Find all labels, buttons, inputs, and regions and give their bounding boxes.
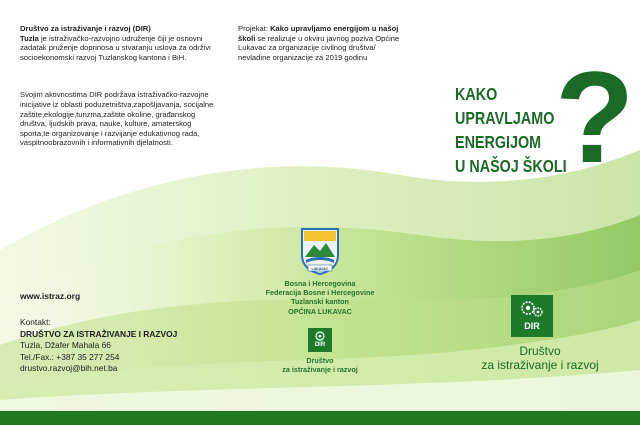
- dir-logo-small: [308, 328, 332, 352]
- contact-phone: Tel./Fax.: +387 35 277 254: [20, 351, 120, 362]
- crest-label: LUKAVAC: [311, 266, 329, 271]
- title-line: ENERGIJOM: [455, 132, 542, 152]
- project-description: [238, 24, 410, 62]
- contact-address: Tuzla, Džafer Mahala 66: [20, 340, 111, 351]
- project-name: Kako upravljamo energijom u našoj školi: [238, 24, 399, 43]
- contact-org-name: DRUŠTVO ZA ISTRAŽIVANJE I RAZVOJ: [20, 328, 178, 339]
- activities-paragraph: Svojim aktivnostima DIR podržava istraživačko-razvojne inicijative iz oblasti poduzetništva,zapošljavanja, socijalne zaštite,ekologije,turizma,zaštite okoline, građanskog društva, ljudskih prava, nauke, kulture, amaterskog sporta,te organizovanje i razvijanje edukativnog rada, vaspitnoobrazovnih i informativnih djelatnosti.: [20, 90, 214, 148]
- small-org-line: Društvo: [306, 356, 334, 365]
- project-label: Projekat:: [238, 24, 271, 33]
- gov-line: Tuzlanski kanton: [291, 297, 349, 307]
- dir-logo-large: [511, 295, 553, 337]
- small-org-line: za istraživanje i razvoj: [282, 365, 358, 374]
- large-org-line: Društvo: [519, 344, 561, 358]
- title-line: U NAŠOJ ŠKOLI: [455, 156, 567, 176]
- gear-icon: [308, 328, 332, 352]
- about-paragraph: [20, 24, 216, 62]
- question-mark: ?: [555, 44, 635, 190]
- gov-line: OPĆINA LUKAVAC: [288, 306, 352, 316]
- dir-logo-large-text: DIR: [524, 321, 540, 331]
- bottom-green-bar: [0, 411, 640, 425]
- contact-label: Kontakt:: [20, 317, 51, 327]
- title-line: UPRAVLJAMO: [455, 108, 555, 128]
- small-org-name: [260, 356, 380, 374]
- contact-block: [20, 317, 220, 375]
- title-line: KAKO: [455, 84, 498, 104]
- gov-line: Federacija Bosne i Hercegovine: [265, 288, 375, 298]
- contact-email[interactable]: drustvo.razvoj@bih.net.ba: [20, 363, 118, 374]
- about-city: Tuzla: [20, 33, 39, 43]
- about-text: je istraživačko-razvojno udruženje čiji je osnovni zadatak pruženje doprinosa u stvaranju uslova za održivi socioekonomski razvoj Tuzlanskog kantona i BiH.: [20, 33, 211, 62]
- brochure-title: [455, 82, 567, 178]
- large-org-line: za istraživanje i razvoj: [481, 358, 599, 372]
- lukavac-coat-of-arms-icon: [300, 227, 340, 275]
- dir-logo-small-text: DIR: [314, 342, 326, 348]
- about-section: [20, 24, 216, 148]
- gov-line: Bosna i Hercegovina: [284, 279, 356, 288]
- government-text: [230, 279, 410, 316]
- large-org-name: [460, 344, 620, 372]
- project-text: se realizuje u okviru javnog poziva Općine Lukavac za organizacije civilnog društva/ nevladine organizacije za 2019 godinu: [238, 33, 400, 62]
- about-org-name: Društvo za istraživanje i razvoj (DIR): [20, 24, 151, 33]
- website-link[interactable]: www.istraz.org: [20, 291, 81, 301]
